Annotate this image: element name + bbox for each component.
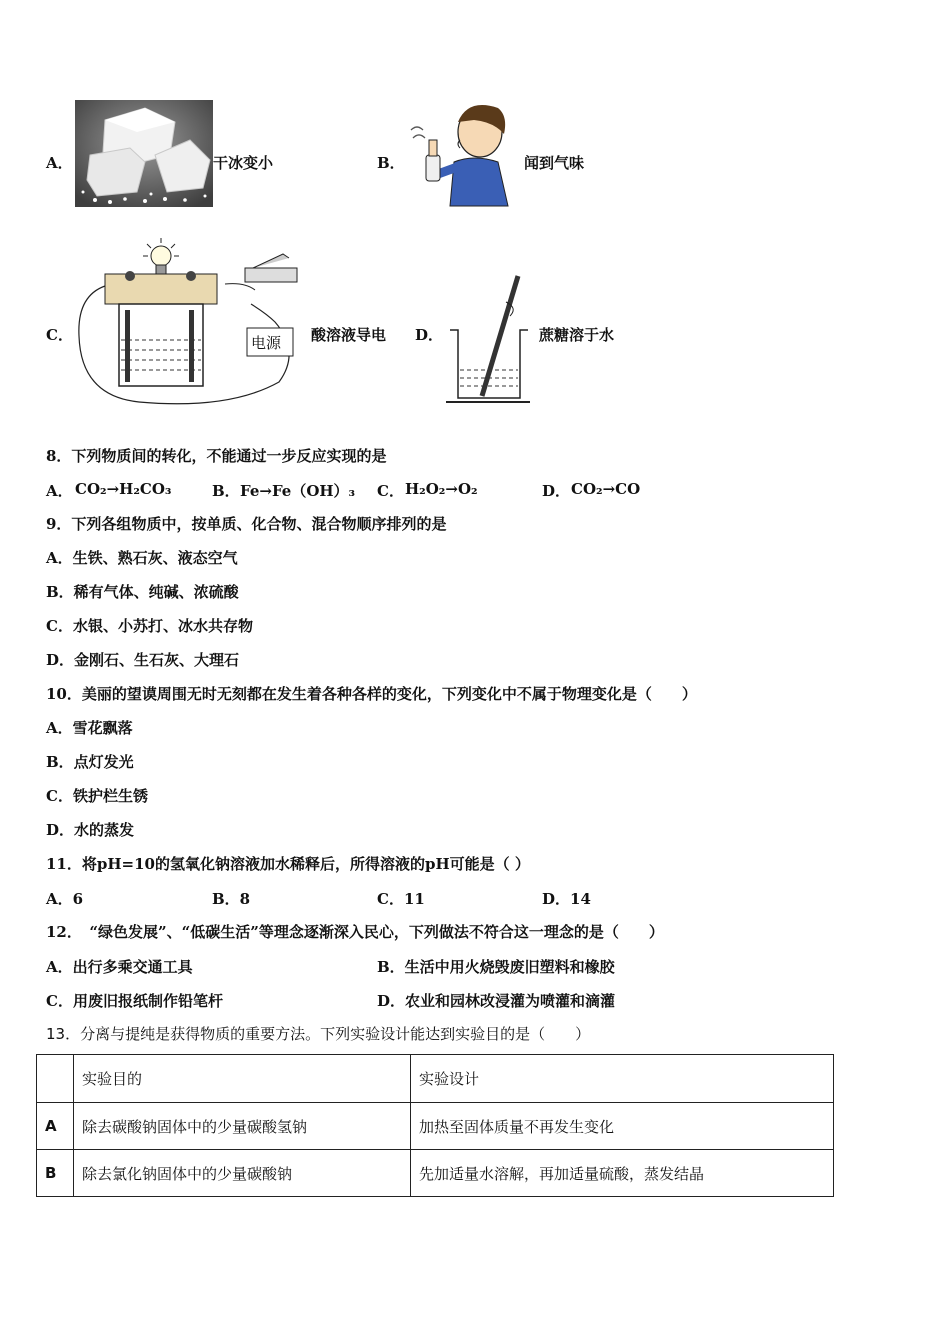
q7-option-a-letter: A． xyxy=(46,154,73,172)
q12-option-b: B．生活中用火烧毁废旧塑料和橡胶 xyxy=(377,958,615,976)
q8-option-d-letter: D． xyxy=(542,482,571,500)
q12-option-a: A．出行多乘交通工具 xyxy=(46,958,193,976)
q9-option: B．稀有气体、纯碱、浓硫酸 xyxy=(46,583,239,601)
table-row xyxy=(37,1103,834,1150)
q10-stem: 10．美丽的望谟周围无时无刻都在发生着各种各样的变化，下列变化中不属于物理变化是（ ） xyxy=(46,685,697,703)
q7-option-d-letter: D． xyxy=(415,326,444,344)
table-header-cell xyxy=(37,1055,74,1103)
q11-stem: 11．将pH=10的氢氧化钠溶液加水稀释后，所得溶液的pH可能是（ ） xyxy=(46,855,530,873)
q11-option-c: C．11 xyxy=(377,890,425,908)
q8-option-c-text: H₂O₂→O₂ xyxy=(405,480,478,498)
boy-smelling-bottle-icon xyxy=(408,100,520,210)
q10-option: B．点灯发光 xyxy=(46,753,134,771)
table-cell: A xyxy=(37,1103,74,1150)
table-header-cell: 实验目的 xyxy=(74,1055,411,1103)
table-row xyxy=(37,1150,834,1197)
q9-stem: 9．下列各组物质中，按单质、化合物、混合物顺序排列的是 xyxy=(46,515,447,533)
q8-option-b-text: Fe→Fe（OH）₃ xyxy=(240,482,356,500)
q9-option: C．水银、小苏打、冰水共存物 xyxy=(46,617,253,635)
q8-option-b-letter: B． xyxy=(212,482,240,500)
table-cell: 先加适量水溶解，再加适量硫酸，蒸发结晶 xyxy=(411,1150,834,1197)
q9-option: D．金刚石、生石灰、大理石 xyxy=(46,651,240,669)
table-header-row xyxy=(37,1055,834,1103)
q12-option-d: D．农业和园林改浸灌为喷灌和滴灌 xyxy=(377,992,616,1010)
q11-option-d: D．14 xyxy=(542,890,591,908)
q7-option-a-caption: 干冰变小 xyxy=(213,154,274,172)
q11-option-a: A．6 xyxy=(46,890,84,908)
q9-option: A．生铁、熟石灰、液态空气 xyxy=(46,549,238,567)
q11-option-b: B．8 xyxy=(212,890,251,908)
experiment-table xyxy=(36,1054,834,1197)
beaker-stirring-icon xyxy=(444,272,536,406)
q10-option: A．雪花飘落 xyxy=(46,719,133,737)
table-header-cell: 实验设计 xyxy=(411,1055,834,1103)
q8-option-d-text: CO₂→CO xyxy=(571,480,641,498)
conductivity-apparatus-icon xyxy=(75,236,307,406)
table-cell: 除去碳酸钠固体中的少量碳酸氢钠 xyxy=(74,1103,411,1150)
q10-option: C．铁护栏生锈 xyxy=(46,787,148,805)
table-cell: 加热至固体质量不再发生变化 xyxy=(411,1103,834,1150)
power-source-label: 电源 xyxy=(251,334,282,352)
q12-option-c: C．用废旧报纸制作铅笔杆 xyxy=(46,992,223,1010)
dry-ice-photo-icon xyxy=(75,100,213,207)
q8-option-a-letter: A． xyxy=(46,482,73,500)
q7-option-b-caption: 闻到气味 xyxy=(524,154,585,172)
q7-option-c-letter: C． xyxy=(46,326,73,344)
q7-option-b-letter: B． xyxy=(377,154,405,172)
q10-option: D．水的蒸发 xyxy=(46,821,135,839)
q8-option-c-letter: C． xyxy=(377,482,404,500)
q7-option-d-caption: 蔗糖溶于水 xyxy=(539,326,615,344)
q13-stem: 13．分离与提纯是获得物质的重要方法。下列实验设计能达到实验目的是（ ） xyxy=(46,1025,591,1043)
q7-option-c-caption: 酸溶液导电 xyxy=(311,326,387,344)
q8-stem: 8．下列物质间的转化，不能通过一步反应实现的是 xyxy=(46,447,387,465)
q12-stem: 12． “绿色发展”、“低碳生活”等理念逐渐深入民心，下列做法不符合这一理念的是（ ） xyxy=(46,923,664,941)
table-cell: B xyxy=(37,1150,74,1197)
q8-option-a-text: CO₂→H₂CO₃ xyxy=(75,480,172,498)
table-cell: 除去氯化钠固体中的少量碳酸钠 xyxy=(74,1150,411,1197)
